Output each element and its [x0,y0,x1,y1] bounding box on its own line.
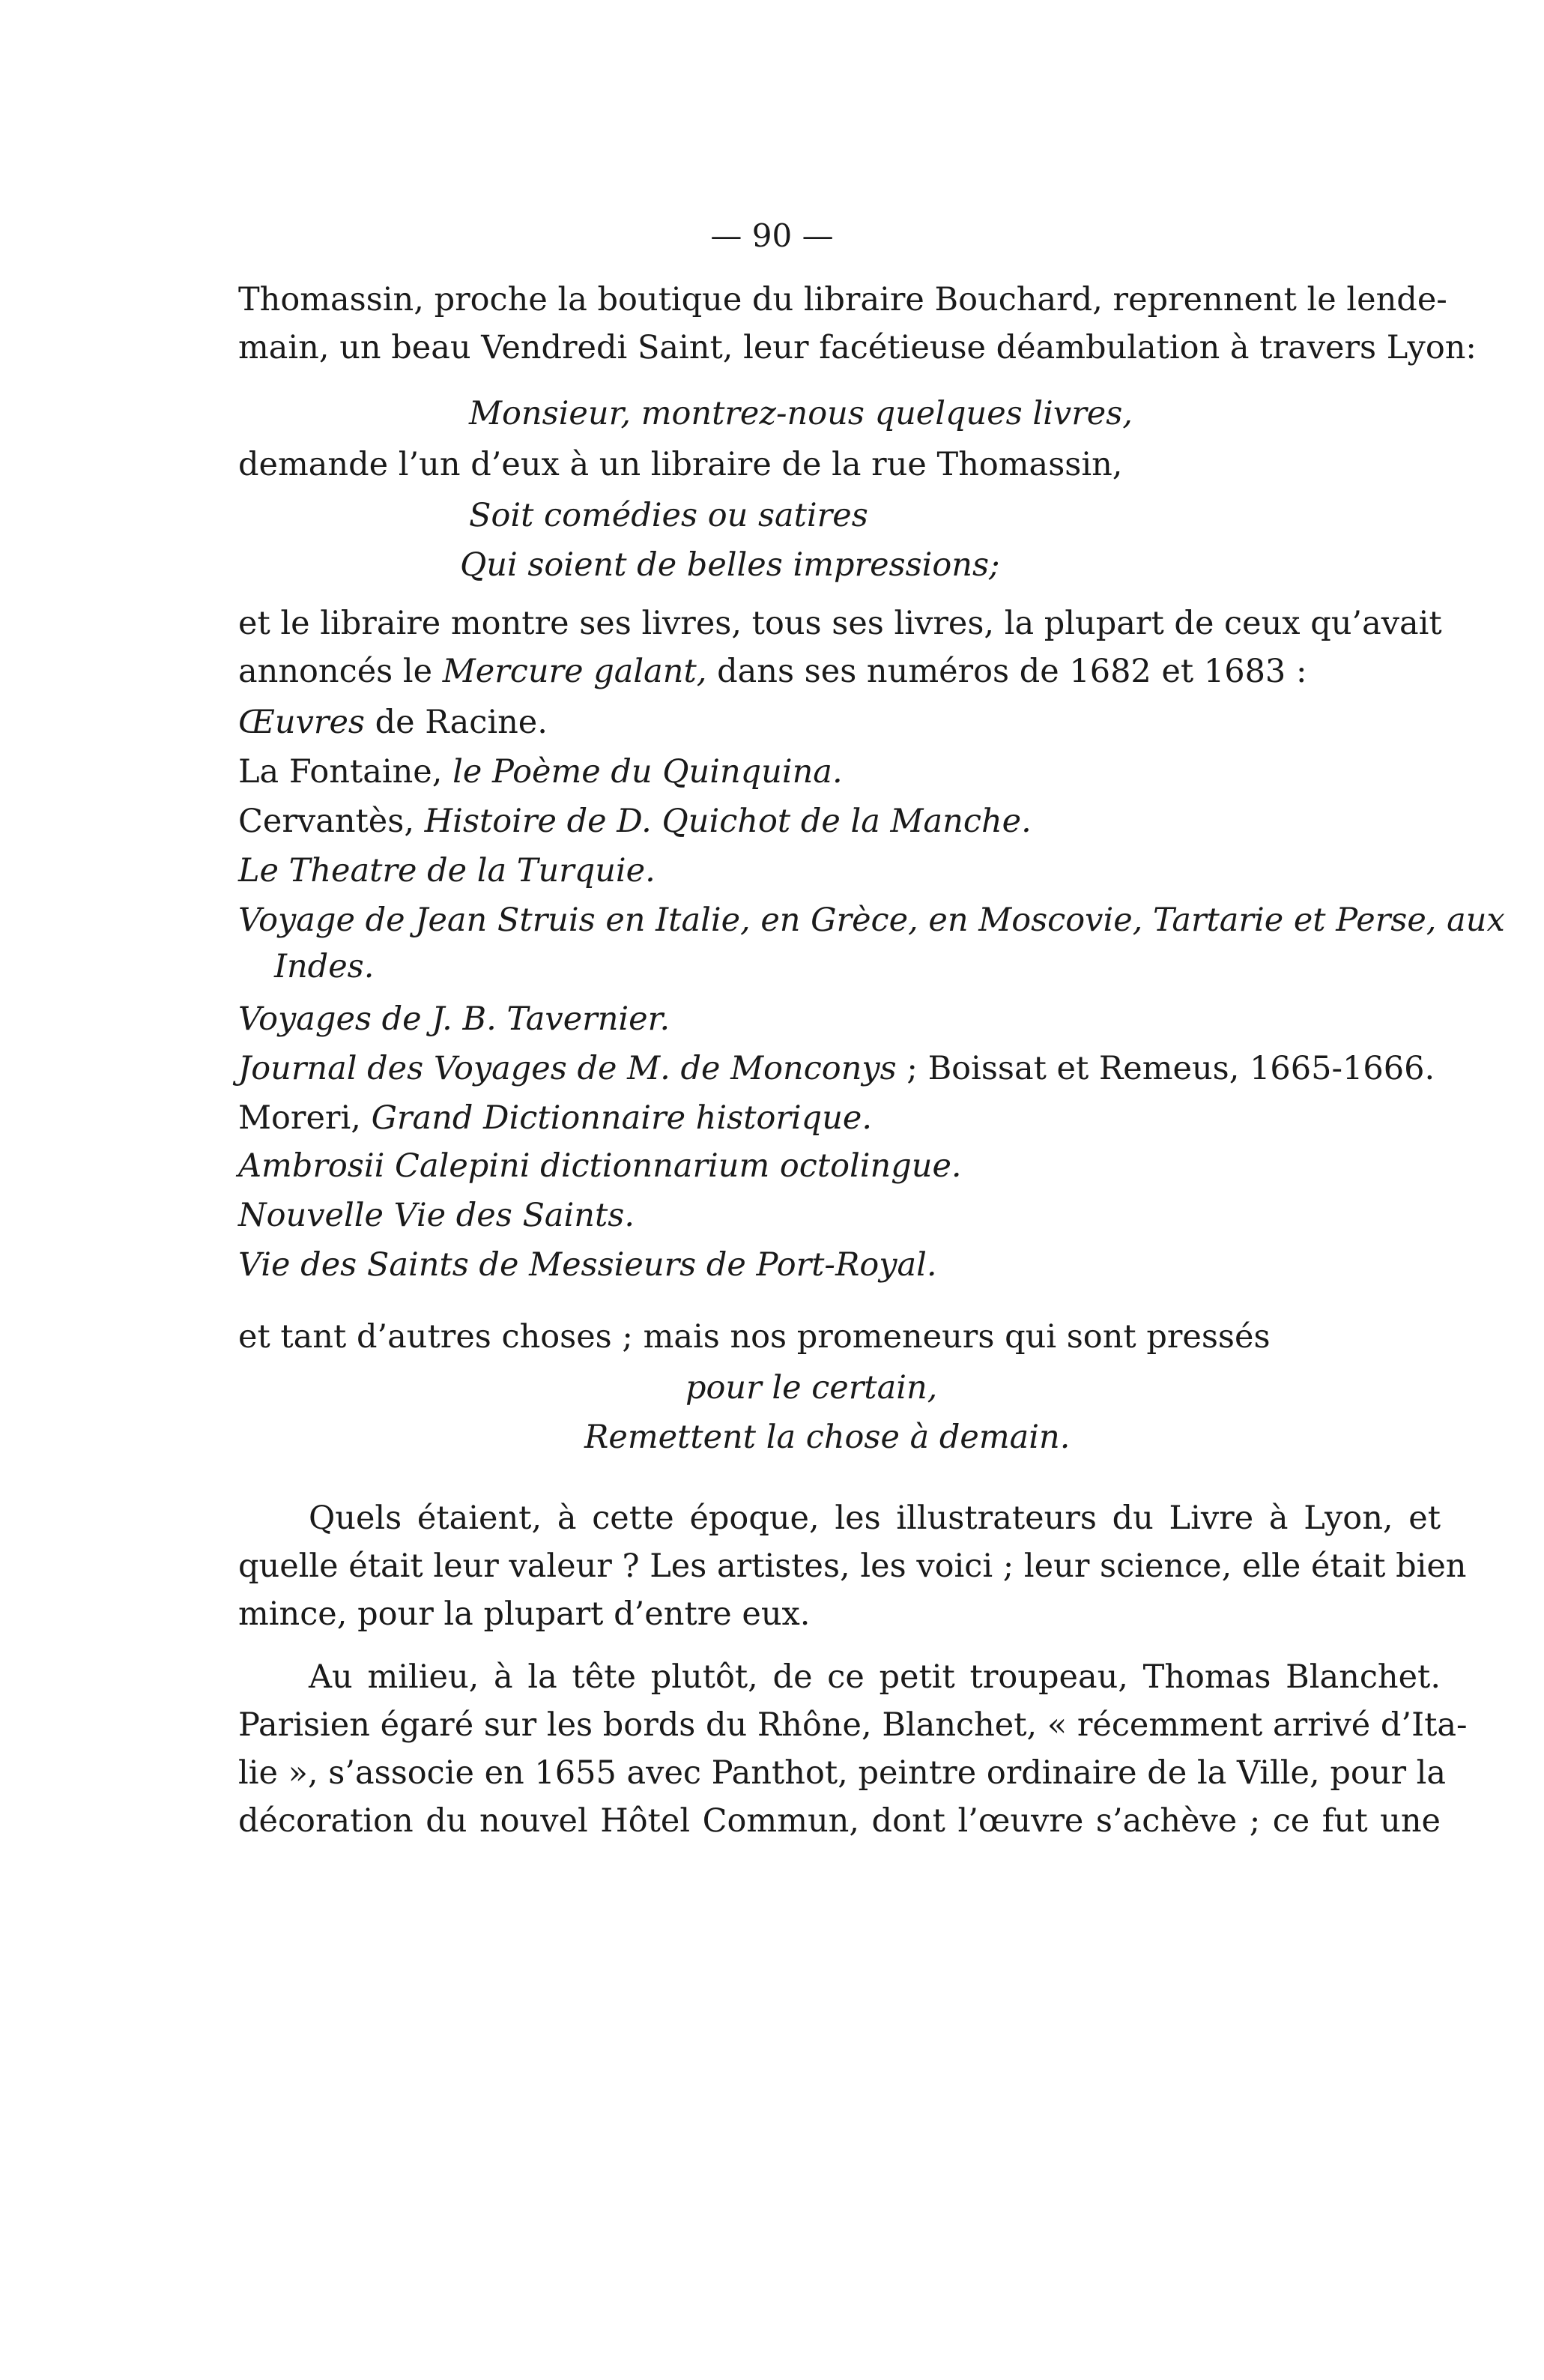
book-author: La Fontaine, [238,753,453,791]
book-title: Histoire de D. Quichot de la Manche. [424,803,1032,840]
text-italic: Mercure galant, [442,653,707,690]
verse-line: Soit comédies ou satires [469,497,868,534]
text-line: Thomassin, proche la boutique du libraire Bouchard, reprennent le lende- [238,281,1447,318]
paragraph-line: Au milieu, à la tête plutôt, de ce petit troupeau, Thomas Blanchet. [309,1658,1441,1696]
book-list-item [238,797,1441,845]
book-author: Cervantès, [238,803,425,840]
book-list-item [238,1045,1441,1093]
text-line: demande l’un d’eux à un libraire de la rue Thomassin, [238,446,1123,483]
book-list-item: Voyages de J. B. Tavernier. [238,1000,670,1038]
book-title: Grand Dictionnaire historique. [371,1099,873,1137]
book-publisher: ; Boissat et Remeus, 1665-1666. [896,1050,1435,1087]
text-roman: annoncés le [238,653,443,690]
verse-line: Qui soient de belles impressions; [460,546,1000,584]
text-line: et tant d’autres choses ; mais nos promeneurs qui sont pressés [238,1318,1271,1356]
paragraph-line: mince, pour la plupart d’entre eux. [238,1595,811,1633]
book-title: le Poème du Quinquina. [452,753,843,791]
book-author: de Racine. [364,704,548,741]
paragraph-line: lie », s’associe en 1655 avec Panthot, peintre ordinaire de la Ville, pour la [238,1754,1447,1792]
verse-line: Remettent la chose à demain. [584,1419,1071,1456]
book-list-item: Nouvelle Vie des Saints. [238,1197,635,1234]
paragraph-line: Quels étaient, à cette époque, les illustrateurs du Livre à Lyon, et [309,1499,1441,1537]
book-author: Moreri, [238,1099,372,1137]
paragraph-line: Parisien égaré sur les bords du Rhône, Blanchet, « récemment arrivé d’Ita- [238,1706,1468,1744]
book-list-item-continuation: Indes. [274,948,375,985]
book-list-item: Vie des Saints de Messieurs de Port-Royal. [238,1246,937,1284]
verse-line: pour le certain, [685,1369,938,1407]
text-line: main, un beau Vendredi Saint, leur facétieuse déambulation à travers Lyon: [238,329,1477,366]
book-title: Œuvres [238,704,365,741]
book-list-item [238,1094,1441,1142]
book-list-item: Voyage de Jean Struis en Italie, en Grèce, en Moscovie, Tartarie et Perse, aux [238,901,1505,939]
text-line [238,647,1441,695]
page-number: — 90 — [710,217,834,254]
book-list-item [238,748,1441,796]
book-list-item: Ambrosii Calepini dictionnarium octolingue. [238,1147,962,1185]
book-list-item: Le Theatre de la Turquie. [238,852,656,890]
text-line: et le libraire montre ses livres, tous ses livres, la plupart de ceux qu’avait [238,605,1442,642]
paragraph-line: quelle était leur valeur ? Les artistes, les voici ; leur science, elle était bien [238,1547,1467,1585]
book-title: Journal des Voyages de M. de Monconys [238,1050,897,1087]
paragraph-line: décoration du nouvel Hôtel Commun, dont l’œuvre s’achève ; ce fut une [238,1802,1441,1840]
text-roman: dans ses numéros de 1682 et 1683 : [706,653,1307,690]
book-list-item [238,698,1441,746]
verse-line: Monsieur, montrez-nous quelques livres, [469,395,1133,432]
